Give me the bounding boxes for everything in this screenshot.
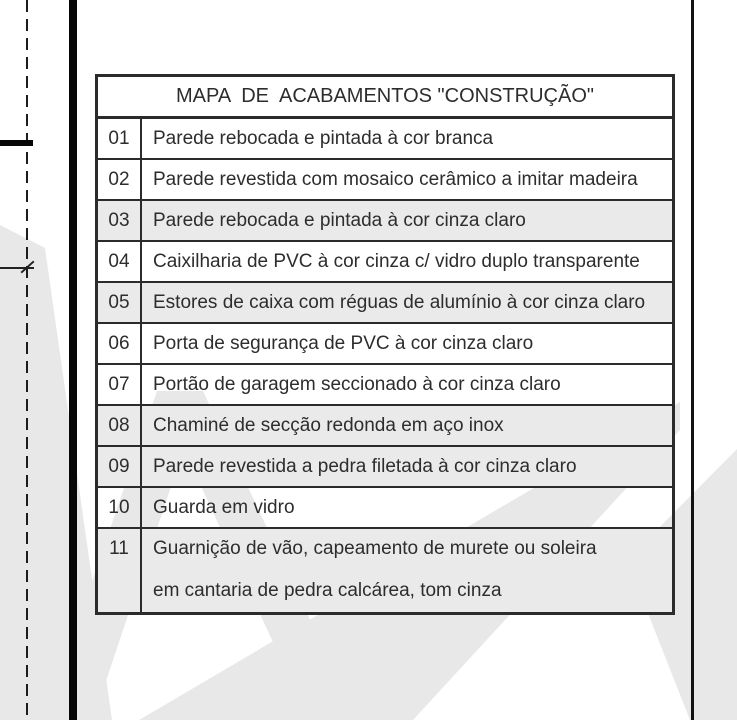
- finishes-table: [95, 74, 675, 615]
- row-number: 01: [98, 119, 142, 158]
- row-description: [142, 160, 672, 199]
- table-row: [98, 201, 672, 242]
- row-description: [142, 283, 672, 322]
- row-number: 07: [98, 365, 142, 404]
- row-description-line-1: Guarda em vidro: [153, 497, 295, 518]
- row-description-line-1: Parede revestida a pedra filetada à cor cinza claro: [153, 456, 577, 477]
- row-number: 02: [98, 160, 142, 199]
- table-row: [98, 488, 672, 529]
- row-number: 10: [98, 488, 142, 527]
- wall-line-horizontal: [0, 140, 33, 146]
- table-row: [98, 365, 672, 406]
- row-description-line-1: Guarnição de vão, capeamento de murete ou soleira: [153, 538, 597, 559]
- row-description: [142, 201, 672, 240]
- row-description: [142, 447, 672, 486]
- axis-dashed-line: [26, 0, 28, 720]
- row-description: [142, 242, 672, 281]
- finishes-table-body: [98, 119, 672, 612]
- row-description-line-1: Chaminé de secção redonda em aço inox: [153, 415, 504, 436]
- table-row: [98, 242, 672, 283]
- row-description-line-1: Porta de segurança de PVC à cor cinza claro: [153, 333, 534, 354]
- wall-line-vertical: [69, 0, 77, 720]
- row-description-line-1: Estores de caixa com réguas de alumínio à cor cinza claro: [153, 292, 646, 313]
- table-row: [98, 119, 672, 160]
- row-description-line-2: em cantaria de pedra calcárea, tom cinza: [153, 580, 502, 601]
- row-description: [142, 119, 672, 158]
- row-description-line-1: Caixilharia de PVC à cor cinza c/ vidro duplo transparente: [153, 251, 640, 272]
- row-number: 05: [98, 283, 142, 322]
- table-row: [98, 529, 672, 612]
- clipped-dimension-digit: [0, 286, 1, 313]
- row-number: 06: [98, 324, 142, 363]
- row-description: [142, 529, 672, 612]
- row-description-line-1: Parede rebocada e pintada à cor cinza claro: [153, 210, 526, 231]
- row-number: 03: [98, 201, 142, 240]
- table-row: [98, 406, 672, 447]
- table-row: [98, 324, 672, 365]
- row-description: [142, 365, 672, 404]
- row-description: [142, 488, 672, 527]
- sheet-border-line: [691, 0, 694, 720]
- finishes-table-title: MAPA DE ACABAMENTOS "CONSTRUÇÃO": [98, 77, 672, 119]
- row-number: 11: [98, 529, 142, 612]
- table-row: [98, 447, 672, 488]
- row-description: [142, 406, 672, 445]
- table-row: [98, 283, 672, 324]
- row-description-line-1: Portão de garagem seccionado à cor cinza claro: [153, 374, 561, 395]
- row-number: 08: [98, 406, 142, 445]
- row-number: 04: [98, 242, 142, 281]
- row-description: [142, 324, 672, 363]
- dimension-line: [0, 267, 34, 269]
- row-description-line-1: Parede revestida com mosaico cerâmico a imitar madeira: [153, 169, 638, 190]
- row-description-line-1: Parede rebocada e pintada à cor branca: [153, 128, 494, 149]
- row-number: 09: [98, 447, 142, 486]
- table-row: [98, 160, 672, 201]
